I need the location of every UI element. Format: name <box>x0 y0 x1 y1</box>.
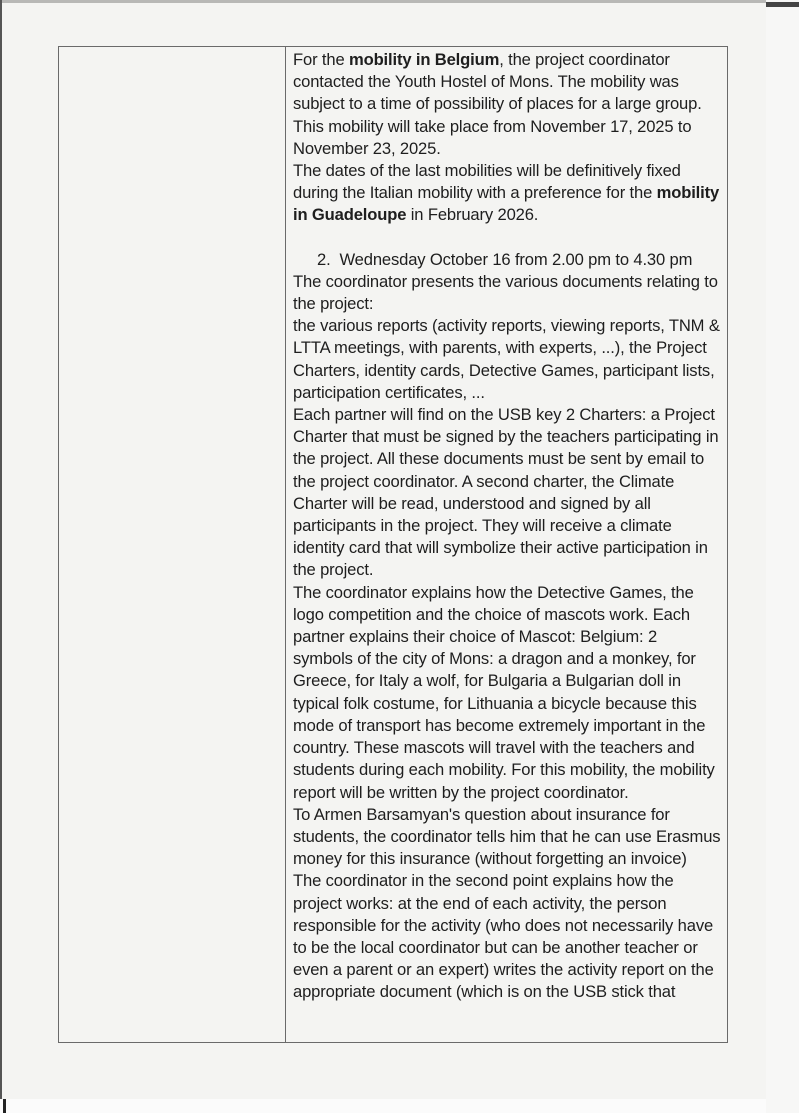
paragraph: Each partner will find on the USB key 2 Charters: a Project Charter that must be signed by the teachers participating in the project. All these documents must be sent by email to the project coordinator. A second charter, the Climate Charter will be read, understood and signed by all participants in the project. They will receive a climate identity card that will symbolize their active participation in the project. <box>293 405 719 580</box>
bold-text: mobility in Guadeloupe <box>293 183 720 225</box>
paragraph-dates <box>293 160 721 227</box>
paragraph-belgium-mobility <box>293 49 721 160</box>
bold-text: mobility in Belgium <box>348 50 500 69</box>
text: , the project coordinator contacted the Youth Hostel of Mons. The mobility was subject to a time of possibility of places for a large group. This mobility will take place from November 17, 2025 to November 23, 2025. <box>293 50 702 158</box>
paragraph: The coordinator explains how the Detective Games, the logo competition and the choice of mascots work. Each partner explains their choice of Mascot: Belgium: 2 symbols of the city of Mons: a dragon and a monkey, for Greece, for Italy a wolf, for Bulgaria a Bulgarian doll in typical folk costume, for Lithuania a bicycle because this mode of transport has become extremely important in the country. These mascots will travel with the teachers and students during each mobility. For this mobility, the mobility report will be written by the project coordinator. <box>293 582 715 802</box>
text: in February 2026. <box>406 205 539 225</box>
scan-left-edge <box>0 0 2 1113</box>
scan-corner-mark <box>766 2 799 7</box>
table-left-cell <box>59 47 286 1042</box>
scan-bottom-mark <box>3 1099 6 1113</box>
text: For the <box>293 50 349 69</box>
paragraph: To Armen Barsamyan's question about insurance for students, the coordinator tells him that he can use Erasmus money for this insurance (without forgetting an invoice) <box>293 804 721 869</box>
paragraph: The coordinator presents the various documents relating to the project: <box>293 271 718 314</box>
table-right-cell <box>286 47 727 1042</box>
spacer <box>293 227 721 249</box>
paragraph: the various reports (activity reports, viewing reports, TNM & LTTA meetings, with parents, with experts, ...), the Project Charters, identity cards, Detective Games, participant lists, participation certificates, ... <box>293 316 720 402</box>
scan-right-edge <box>766 0 799 1113</box>
text: The dates of the last mobilities will be definitively fixed during the Italian mobility with a preference for the <box>293 161 681 203</box>
scan-bottom-edge <box>0 1099 766 1113</box>
list-number: 2. <box>317 249 331 269</box>
minutes-table <box>58 46 728 1043</box>
list-heading: Wednesday October 16 from 2.00 pm to 4.30 pm <box>339 249 693 269</box>
numbered-heading-2 <box>293 249 721 271</box>
paragraph: The coordinator in the second point explains how the project works: at the end of each activity, the person responsible for the activity (who does not necessarily have to be the local coordinator but can be another teacher or even a parent or an expert) writes the activity report on the appropriate document (which is on the USB stick that <box>293 871 714 1002</box>
scan-top-edge <box>0 0 799 3</box>
